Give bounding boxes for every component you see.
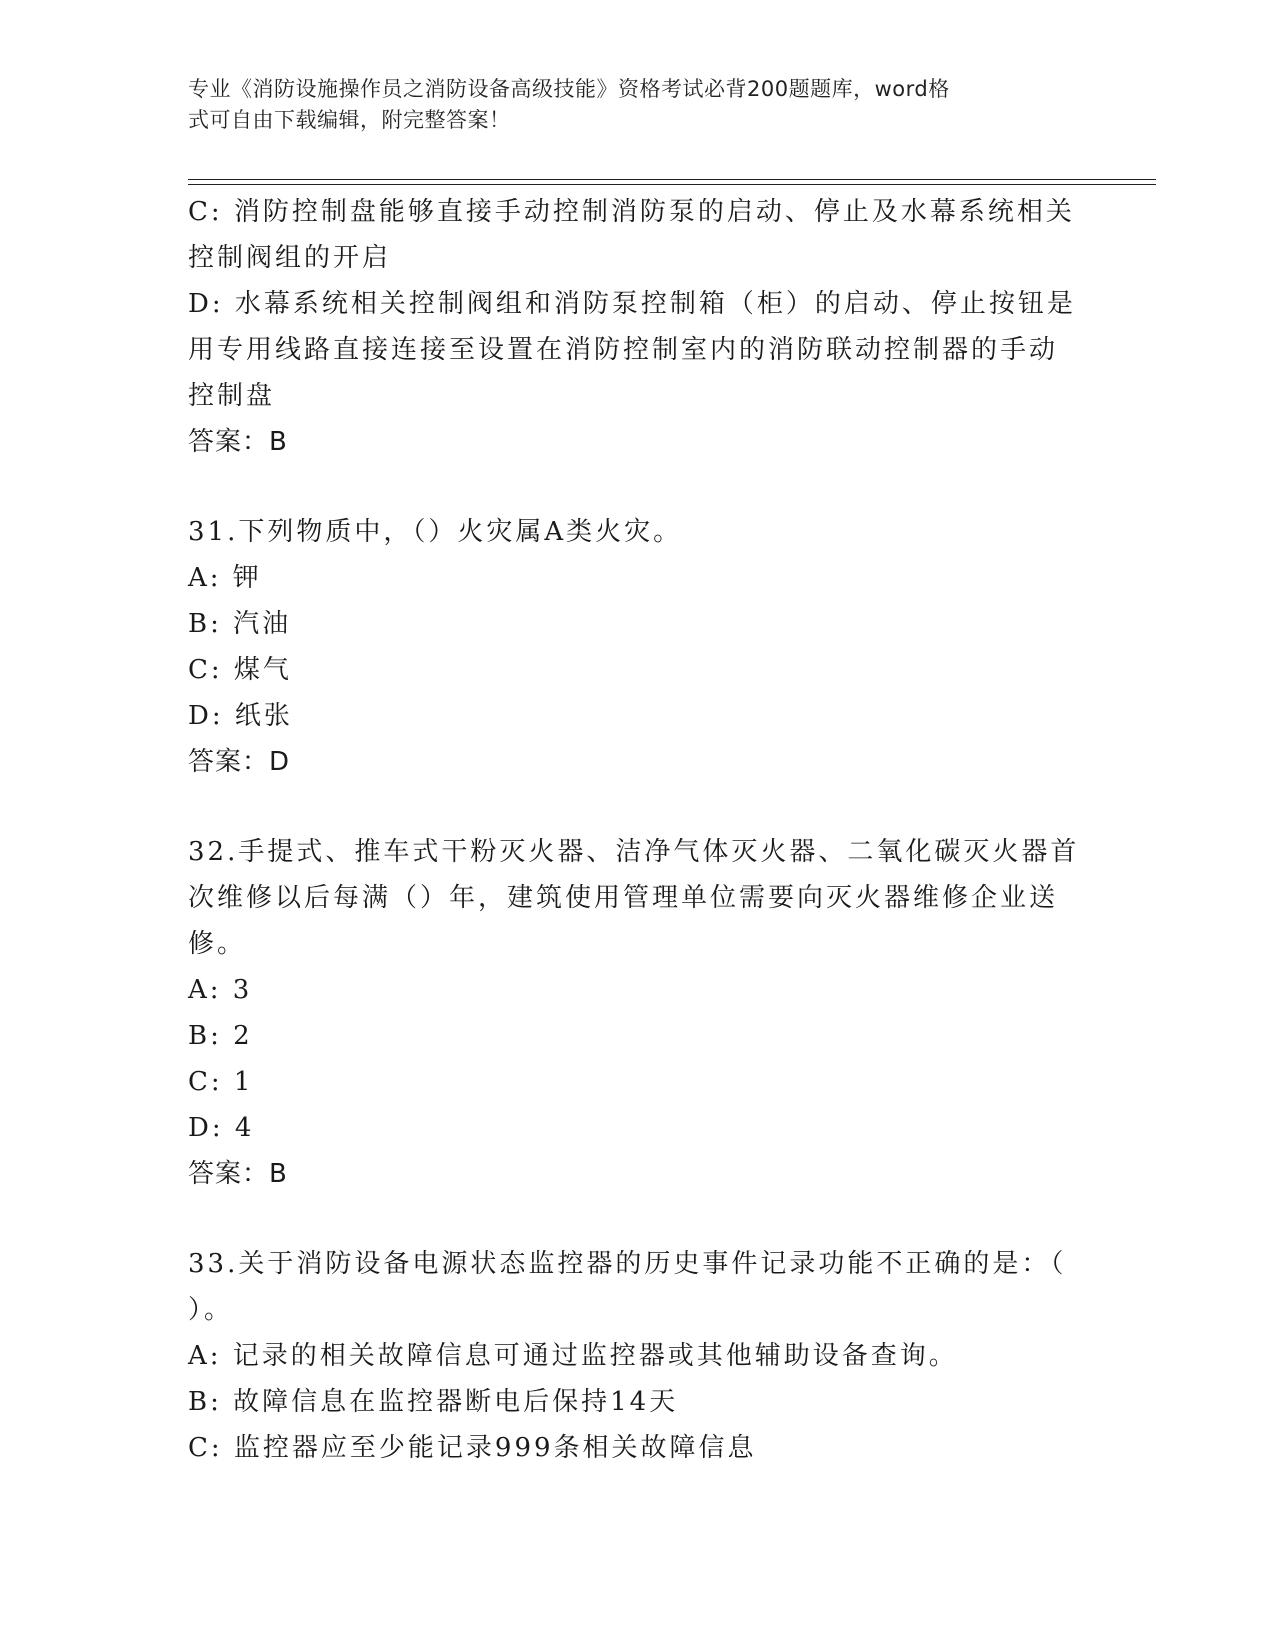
document-header <box>188 74 1068 136</box>
answer-line: 答案：B <box>188 427 288 457</box>
spacer <box>188 785 1078 829</box>
option-c: C: 1 <box>188 1067 254 1097</box>
text-line: 控制盘 <box>188 381 276 411</box>
header-line-1: 专业《消防设施操作员之消防设备高级技能》资格考试必背200题题库，word格 <box>188 77 950 101</box>
answer-line: 答案：D <box>188 747 291 777</box>
spacer <box>188 465 1078 509</box>
option-c: C: 监控器应至少能记录999条相关故障信息 <box>188 1433 757 1463</box>
text-line: 用专用线路直接连接至设置在消防控制室内的消防联动控制器的手动 <box>188 335 1059 365</box>
question-block-33 <box>188 1241 1078 1471</box>
question-block-30-continued <box>188 189 1078 465</box>
option-b: B: 2 <box>188 1021 253 1051</box>
question-stem: 次维修以后每满（）年，建筑使用管理单位需要向灭火器维修企业送 <box>188 883 1059 913</box>
option-a: A: 记录的相关故障信息可通过监控器或其他辅助设备查询。 <box>188 1341 958 1371</box>
question-stem: 修。 <box>188 929 247 959</box>
question-content <box>188 189 1078 1471</box>
option-d: D: 4 <box>188 1113 255 1143</box>
question-stem: ）。 <box>188 1295 234 1325</box>
question-stem: 32.手提式、推车式干粉灭火器、洁净气体灭火器、二氧化碳灭火器首 <box>188 837 1080 867</box>
option-a: A: 3 <box>188 975 253 1005</box>
question-stem: 33.关于消防设备电源状态监控器的历史事件记录功能不正确的是：（ <box>188 1249 1067 1279</box>
header-line-2: 式可自由下载编辑，附完整答案！ <box>188 108 511 132</box>
option-d: D: 纸张 <box>188 701 293 731</box>
spacer <box>188 1197 1078 1241</box>
text-line: D: 水幕系统相关控制阀组和消防泵控制箱（柜）的启动、停止按钮是 <box>188 289 1076 319</box>
question-block-31 <box>188 509 1078 785</box>
answer-line: 答案：B <box>188 1159 288 1189</box>
question-stem: 31.下列物质中，（）火灾属A类火灾。 <box>188 517 683 547</box>
header-divider-bottom <box>188 184 1156 185</box>
header-divider-top <box>188 179 1156 180</box>
text-line: C: 消防控制盘能够直接手动控制消防泵的启动、停止及水幕系统相关 <box>188 197 1075 227</box>
option-c: C: 煤气 <box>188 655 292 685</box>
question-block-32 <box>188 829 1078 1197</box>
option-b: B: 故障信息在监控器断电后保持14天 <box>188 1387 679 1417</box>
text-line: 控制阀组的开启 <box>188 243 392 273</box>
option-a: A: 钾 <box>188 563 262 593</box>
option-b: B: 汽油 <box>188 609 292 639</box>
